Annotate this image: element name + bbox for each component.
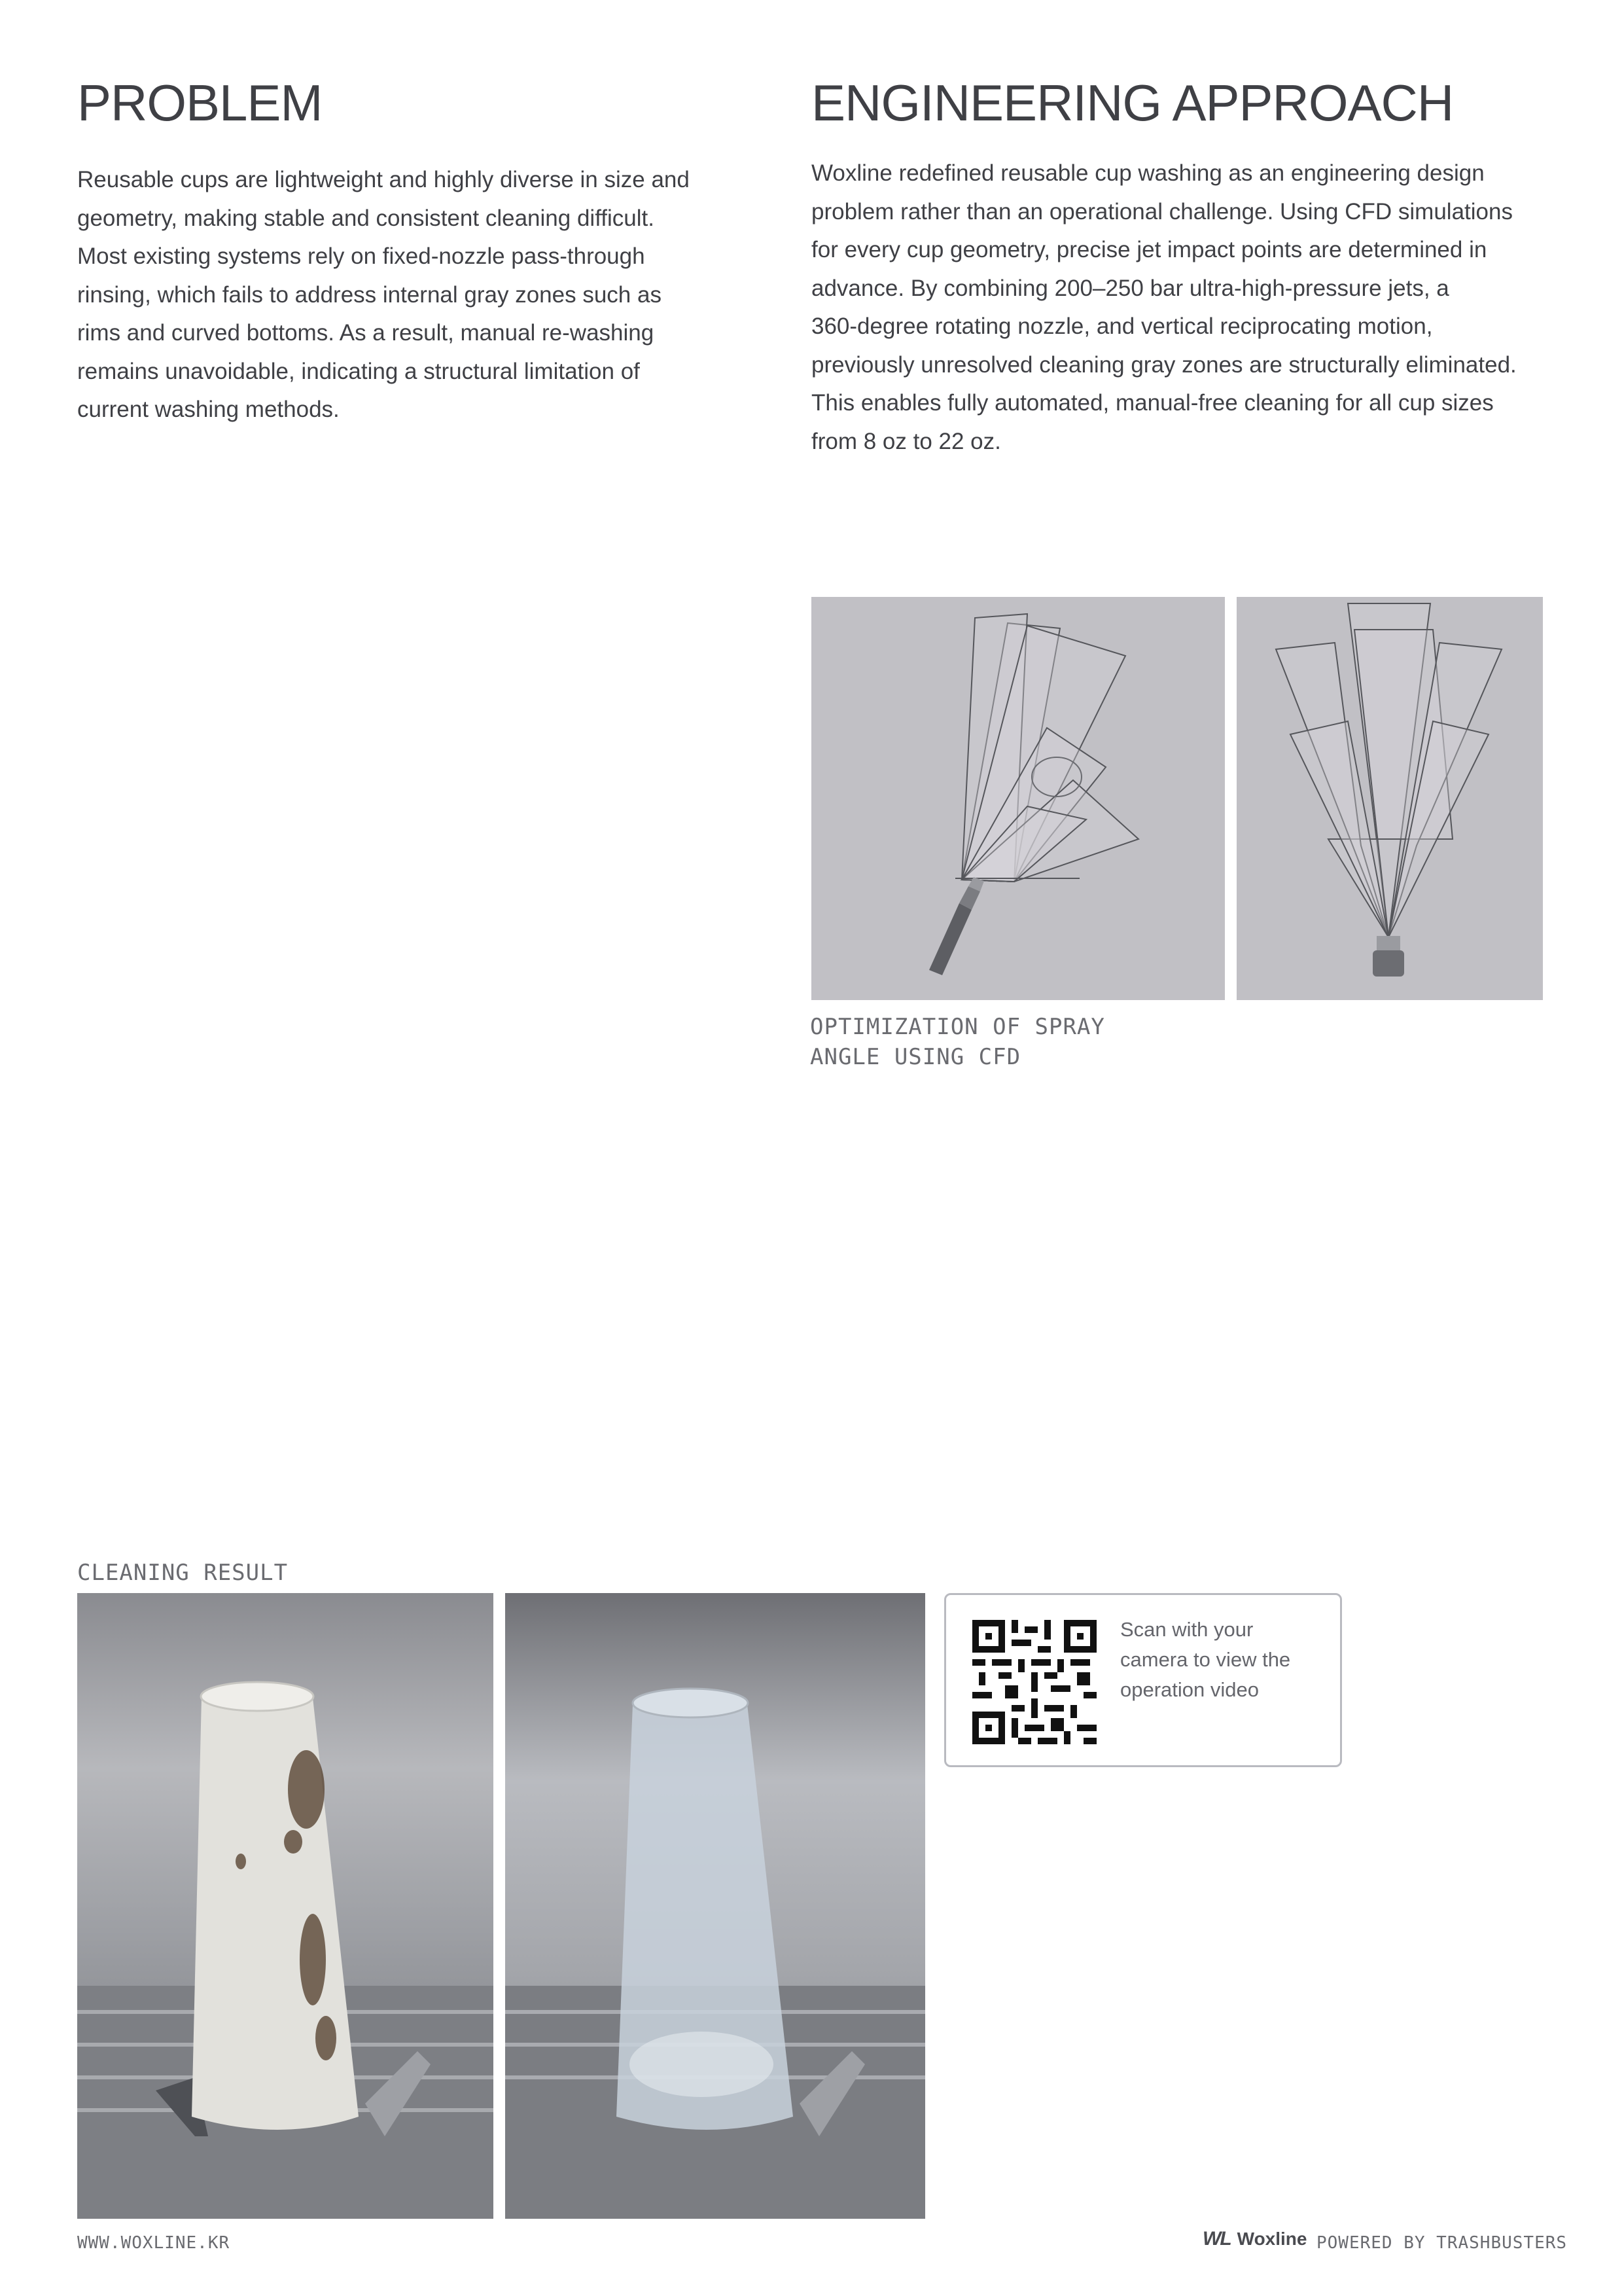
qr-instruction-line: camera to view the [1120, 1648, 1291, 1671]
problem-line: rinsing, which fails to address internal gray zones such as [77, 281, 662, 308]
problem-line: Reusable cups are lightweight and highly diverse in size and [77, 167, 690, 192]
problem-line: Most existing systems rely on fixed-nozzle pass-through [77, 243, 645, 269]
dirty-cup-illustration [77, 1593, 493, 2219]
approach-line: previously unresolved cleaning gray zones are structurally eliminated. [811, 351, 1517, 378]
cfd-caption-line: OPTIMIZATION OF SPRAY [810, 1014, 1105, 1040]
qr-code-icon[interactable] [972, 1620, 1097, 1744]
spray-fan-side-illustration [811, 597, 1225, 1000]
nozzle-icon [1373, 936, 1404, 977]
dirty-cup-photo [77, 1593, 493, 2219]
powered-by: POWERED BY TRASHBUSTERS [1316, 2233, 1568, 2253]
footer-url[interactable]: WWW.WOXLINE.KR [77, 2233, 230, 2253]
approach-line: for every cup geometry, precise jet impact points are determined in [811, 237, 1487, 262]
approach-line: This enables fully automated, manual-free cleaning for all cup sizes [811, 390, 1494, 416]
problem-paragraph [77, 161, 745, 429]
qr-card[interactable] [944, 1593, 1342, 1767]
cfd-caption-line: ANGLE USING CFD [810, 1044, 1021, 1070]
qr-instruction-line: operation video [1120, 1678, 1259, 1701]
woxline-logo-icon: WL [1203, 2228, 1231, 2250]
approach-paragraph [811, 154, 1557, 461]
clean-cup-illustration [505, 1593, 925, 2219]
qr-instruction-line: Scan with your [1120, 1618, 1254, 1641]
cfd-front-view-image [1237, 597, 1543, 1000]
cfd-side-view-image [811, 597, 1225, 1000]
cfd-caption [810, 1012, 1105, 1072]
footer-brand [1203, 2228, 1307, 2250]
qr-instructions [1120, 1615, 1323, 1705]
approach-line: advance. By combining 200–250 bar ultra-high-pressure jets, a [811, 275, 1449, 301]
approach-title: ENGINEERING APPROACH [811, 74, 1454, 132]
approach-line: from 8 oz to 22 oz. [811, 428, 1001, 454]
brand-name: Woxline [1237, 2229, 1307, 2249]
spray-fan-front-illustration [1237, 597, 1543, 1000]
problem-line: rims and curved bottoms. As a result, manual re-washing [77, 320, 654, 346]
cleaning-result-label: CLEANING RESULT [77, 1560, 289, 1586]
nozzle-icon [929, 877, 984, 975]
problem-line: current washing methods. [77, 397, 340, 422]
approach-line: Woxline redefined reusable cup washing as an engineering design [811, 160, 1485, 186]
problem-line: geometry, making stable and consistent cleaning difficult. [77, 205, 654, 231]
clean-cup-photo [505, 1593, 925, 2219]
approach-line: problem rather than an operational challenge. Using CFD simulations [811, 198, 1513, 224]
problem-line: remains unavoidable, indicating a structural limitation of [77, 358, 640, 384]
problem-title: PROBLEM [77, 74, 323, 132]
approach-line: 360-degree rotating nozzle, and vertical reciprocating motion, [811, 314, 1433, 339]
